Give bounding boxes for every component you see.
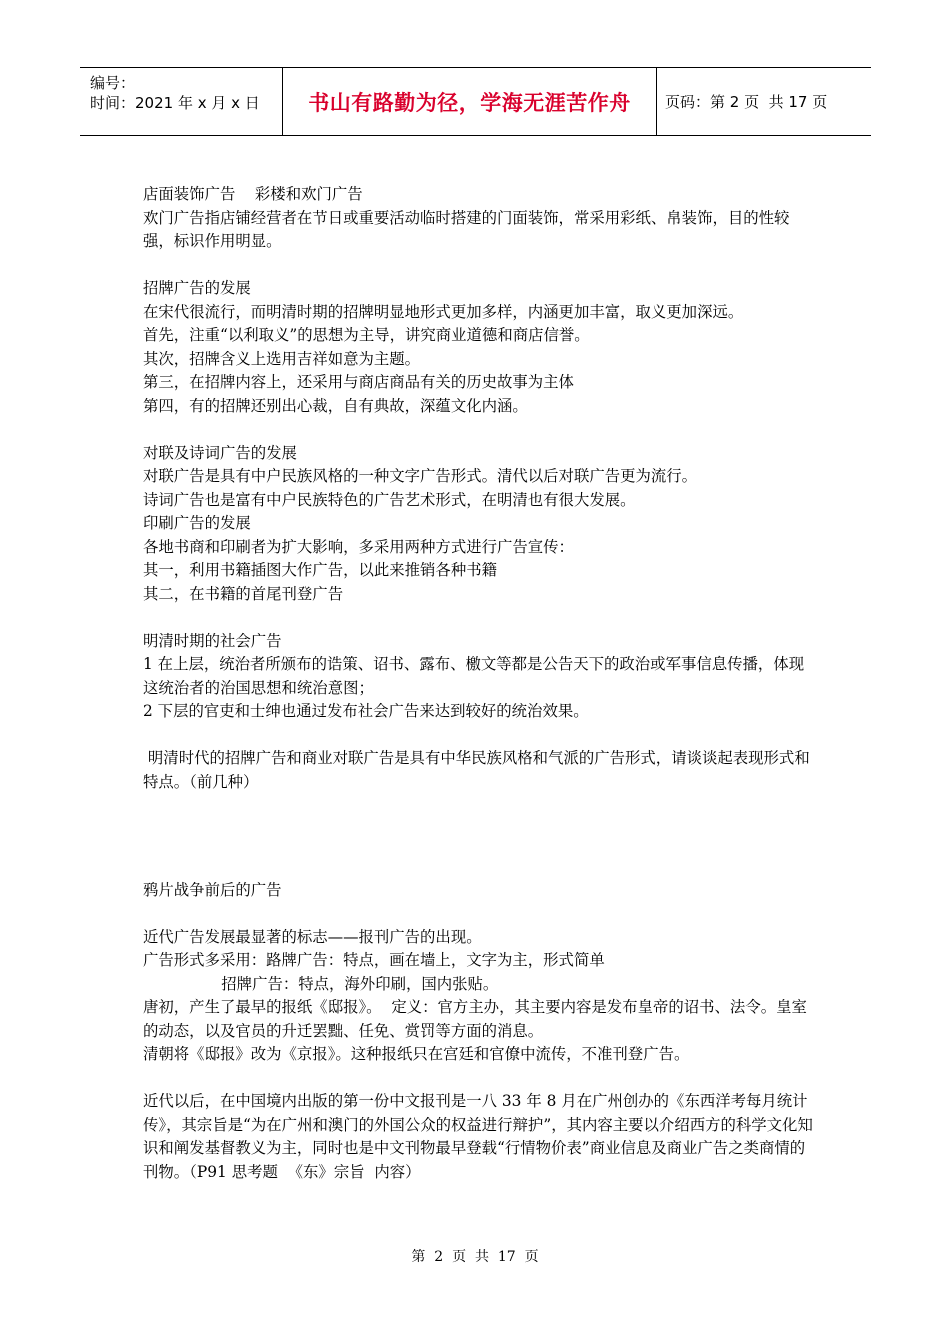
paragraph: 近代以后，在中国境内出版的第一份中文报刊是一八 33 年 8 月在广州创办的《东西洋考每月统计传》，其宗旨是“为在广州和澳门的外国公众的权益进行辩护”，其内容主要以介绍西方的科学文化知识和阐发基督教义为主，同时也是中文刊物最早登载“行情物价表”商业信息及商业广告之类商情的刊物。（P91 思考题 《东》宗旨 内容）: [143, 1092, 813, 1181]
paragraph: 首先，注重“以利取义”的思想为主导，讲究商业道德和商店信誉。: [143, 326, 590, 344]
discussion-question: 明清时代的招牌广告和商业对联广告是具有中华民族风格和气派的广告形式，请谈谈起表现形式和特点。（前几种）: [143, 749, 810, 791]
document-header: [80, 67, 871, 136]
document-body: [143, 183, 815, 1184]
header-motto: 书山有路勤为径，学海无涯苦作舟: [308, 90, 631, 115]
paragraph: 对联广告是具有中户民族风格的一种文字广告形式。清代以后对联广告更为流行。: [143, 467, 698, 485]
paragraph: 其一，利用书籍插图大作广告，以此来推销各种书籍: [143, 561, 497, 579]
header-divider: [656, 68, 657, 135]
paragraph: 其次，招牌含义上选用吉祥如意为主题。: [143, 349, 421, 368]
paragraph: 在宋代很流行，而明清时期的招牌明显地形式更加多样，内涵更加丰富，取义更加深远。: [143, 302, 744, 321]
paragraph: 清朝将《邸报》改为《京报》。这种报纸只在宫廷和官僚中流传，不准刊登广告。: [143, 1045, 690, 1063]
page-footer: 第 2 页 共 17 页: [411, 1249, 539, 1265]
paragraph: 第四，有的招牌还别出心裁，自有典故，深蕴文化内涵。: [143, 396, 528, 415]
paragraph: 1 在上层，统治者所颁布的诰策、诏书、露布、檄文等都是公告天下的政治或军事信息传播，体现这统治者的治国思想和统治意图；: [143, 655, 805, 697]
paragraph: 唐初，产生了最早的报纸《邸报》。 定义：官方主办，其主要内容是发布皇帝的诏书、法令。皇室的动态，以及官员的升迁罢黜、任免、赏罚等方面的消息。: [143, 998, 807, 1040]
section-heading: 对联及诗词广告的发展: [143, 443, 297, 462]
section-heading: 店面装饰广告 彩楼和欢门广告: [143, 185, 363, 203]
paragraph: 各地书商和印刷者为扩大影响，多采用两种方式进行广告宣传：: [143, 537, 574, 556]
paragraph: 诗词广告也是富有中户民族特色的广告艺术形式，在明清也有很大发展。: [143, 490, 636, 509]
date-line: 时间：2021 年 x 月 x 日: [90, 94, 260, 112]
section-heading: 印刷广告的发展: [143, 514, 251, 532]
section-heading: 招牌广告的发展: [143, 279, 251, 297]
section-heading: 明清时期的社会广告: [143, 631, 282, 650]
header-page-info: 页码：第 2 页 共 17 页: [665, 93, 828, 111]
section-heading: 鸦片战争前后的广告: [143, 880, 282, 899]
paragraph: 其二，在书籍的首尾刊登广告: [143, 584, 344, 603]
paragraph: 第三，在招牌内容上，还采用与商店商品有关的历史故事为主体: [143, 373, 574, 391]
paragraph: 2 下层的官吏和士绅也通过发布社会广告来达到较好的统治效果。: [143, 702, 589, 720]
paragraph: 欢门广告指店铺经营者在节日或重要活动临时搭建的门面装饰，常采用彩纸、帛装饰，目的性较强，标识作用明显。: [143, 208, 790, 250]
paragraph: 近代广告发展最显著的标志——报刊广告的出现。: [143, 927, 482, 946]
paragraph: 招牌广告：特点，海外印刷，国内张贴。: [143, 974, 499, 993]
header-meta: [80, 68, 282, 135]
paragraph: 广告形式多采用：路牌广告：特点，画在墙上，文字为主，形式简单: [143, 951, 605, 969]
number-label: 编号：: [90, 74, 136, 92]
